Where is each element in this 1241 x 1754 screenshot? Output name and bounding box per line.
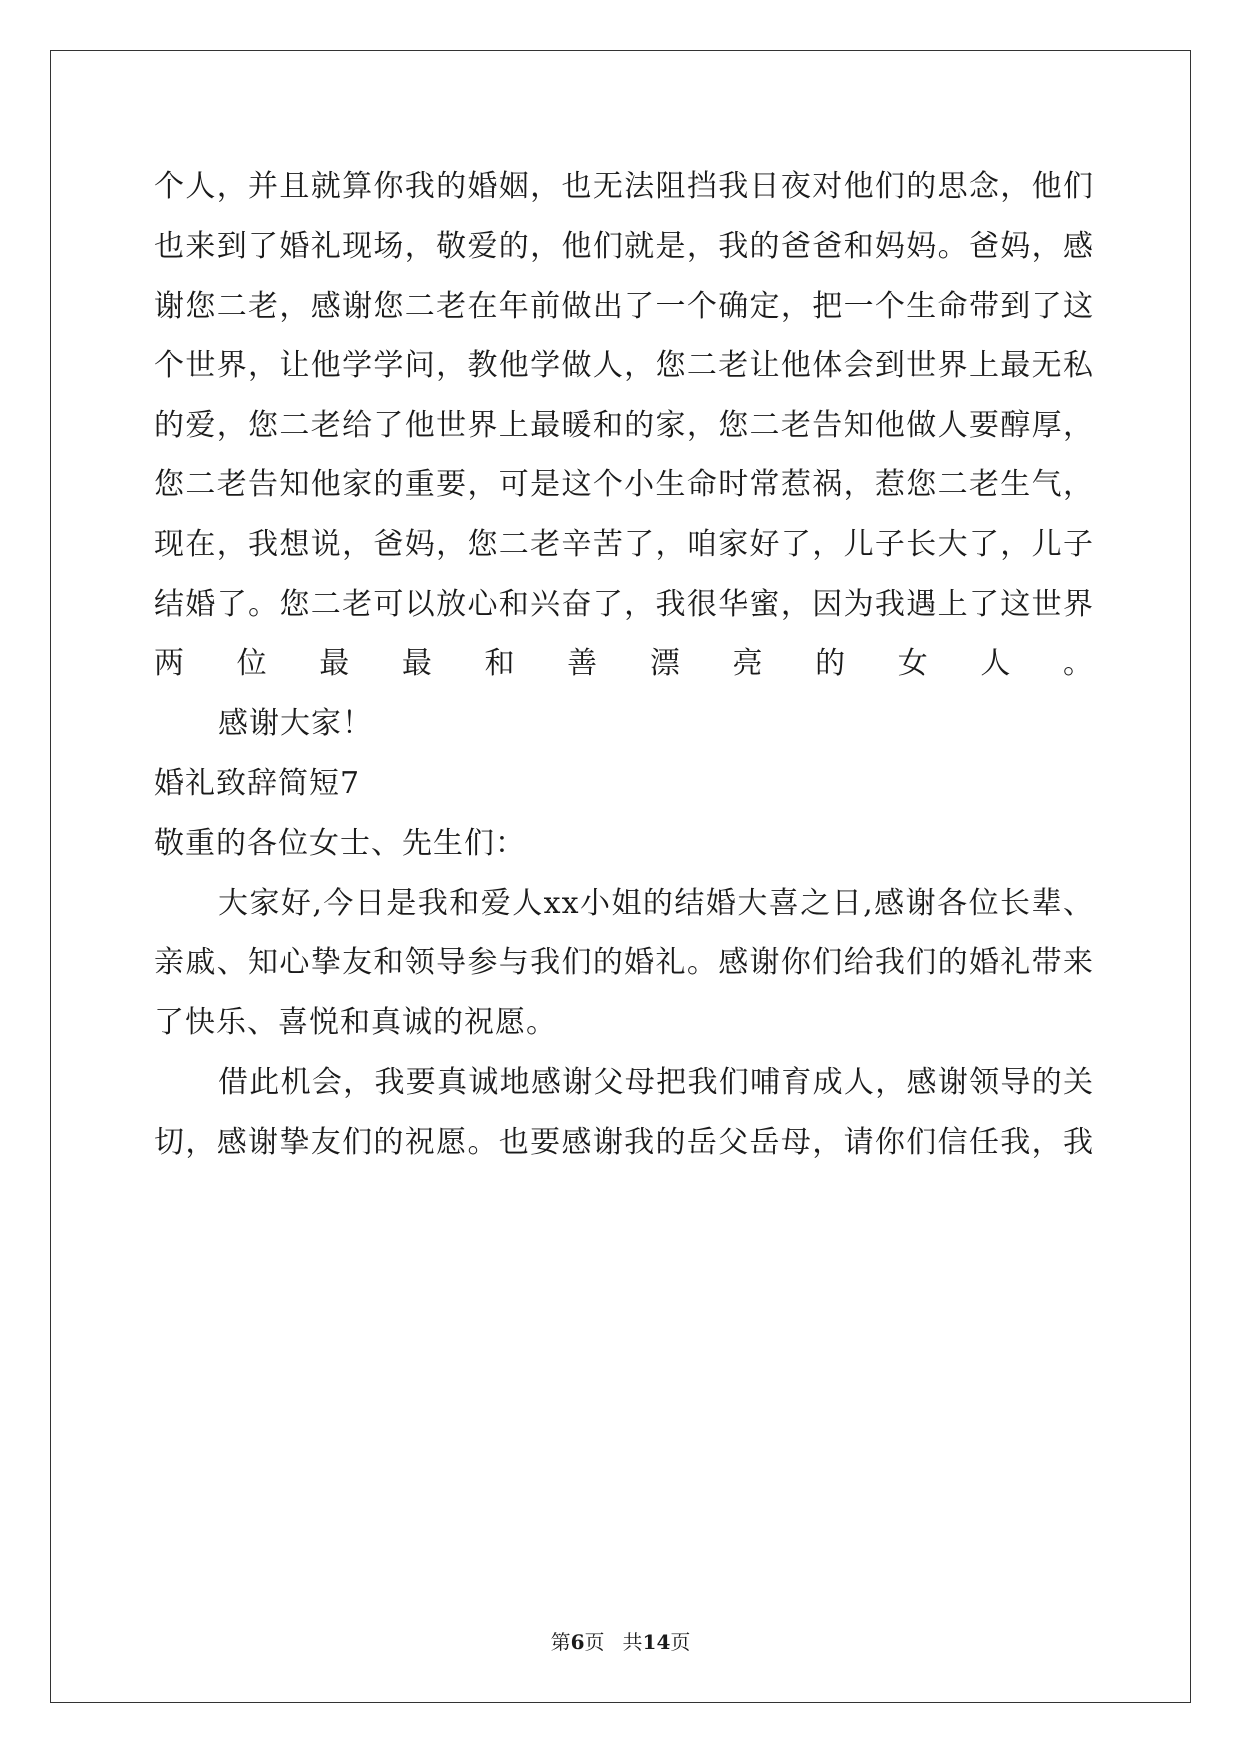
section-heading: 婚礼致辞简短7	[154, 766, 361, 801]
paragraph-line: 个世界，让他学学问，教他学做人，您二老让他体会到世界上最无私	[154, 348, 1094, 383]
paragraph-line: 了快乐、喜悦和真诚的祝愿。	[154, 1005, 557, 1040]
paragraph-line: 现在，我想说，爸妈，您二老辛苦了，咱家好了，儿子长大了，儿子	[154, 527, 1094, 562]
paragraph-line: 个人，并且就算你我的婚姻，也无法阻挡我日夜对他们的思念，他们	[154, 169, 1094, 204]
paragraph-line: 谢您二老，感谢您二老在年前做出了一个确定，把一个生命带到了这	[154, 289, 1094, 324]
footer-total-suffix: 页	[670, 1630, 691, 1654]
closing-line: 感谢大家！	[218, 706, 373, 741]
paragraph-line: 也来到了婚礼现场，敬爱的，他们就是，我的爸爸和妈妈。爸妈，感	[154, 229, 1094, 264]
salutation: 敬重的各位女士、先生们：	[154, 826, 526, 861]
page-footer	[0, 1628, 1241, 1656]
paragraph-line: 亲戚、知心挚友和领导参与我们的婚礼。感谢你们给我们的婚礼带来	[154, 945, 1094, 980]
paragraph-line: 您二老告知他家的重要，可是这个小生命时常惹祸，惹您二老生气，	[154, 467, 1094, 502]
paragraph-line: 借此机会，我要真诚地感谢父母把我们哺育成人，感谢领导的关	[218, 1065, 1094, 1100]
paragraph-line: 结婚了。您二老可以放心和兴奋了，我很华蜜，因为我遇上了这世界	[154, 587, 1094, 622]
paragraph-line: 两位最最和善漂亮的女人。	[154, 646, 1094, 681]
paragraph-line: 切，感谢挚友们的祝愿。也要感谢我的岳父岳母，请你们信任我，我	[154, 1125, 1094, 1160]
paragraph-line: 大家好,今日是我和爱人xx小姐的结婚大喜之日,感谢各位长辈、	[218, 886, 1094, 921]
footer-page-suffix: 页	[584, 1630, 605, 1654]
current-page-number: 6	[570, 1630, 585, 1654]
paragraph-line: 的爱，您二老给了他世界上最暖和的家，您二老告知他做人要醇厚，	[154, 408, 1094, 443]
total-page-count: 14	[642, 1630, 671, 1654]
footer-prefix: 第	[550, 1630, 571, 1654]
footer-total-prefix: 共	[622, 1630, 643, 1654]
